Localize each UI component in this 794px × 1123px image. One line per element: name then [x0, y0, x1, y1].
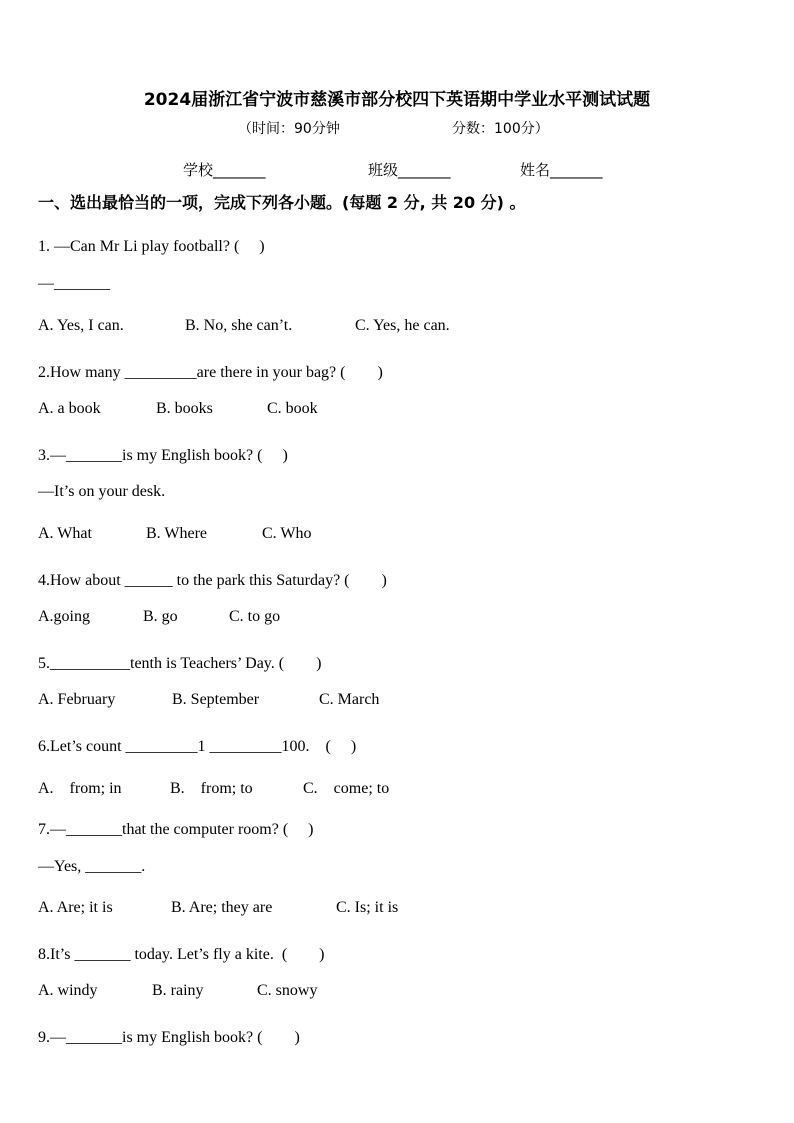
question-8-option-a[interactable]: A. windy: [38, 982, 98, 999]
question-3-option-a[interactable]: A. What: [38, 525, 92, 542]
question-7-reply: —Yes, _______.: [38, 858, 146, 875]
question-8-option-b[interactable]: B. rainy: [152, 982, 204, 999]
question-8-option-c[interactable]: C. snowy: [257, 982, 318, 999]
question-9-stem: 9.—_______is my English book? ( ): [38, 1029, 300, 1046]
question-5-stem: 5.__________tenth is Teachers’ Day. ( ): [38, 655, 322, 672]
question-5-option-c[interactable]: C. March: [319, 691, 380, 708]
exam-time: （时间：90分钟: [238, 121, 340, 137]
question-3-stem: 3.—_______is my English book? ( ): [38, 447, 288, 464]
question-1-option-b[interactable]: B. No, she can’t.: [185, 317, 293, 334]
page-title: 2024届浙江省宁波市慈溪市部分校四下英语期中学业水平测试试题: [143, 90, 651, 110]
question-5-option-a[interactable]: A. February: [38, 691, 116, 708]
question-7-option-b[interactable]: B. Are; they are: [171, 899, 273, 916]
question-6-option-b[interactable]: B. from; to: [170, 780, 253, 797]
question-4-option-c[interactable]: C. to go: [229, 608, 281, 625]
question-1-stem: 1. —Can Mr Li play football? ( ): [38, 238, 265, 255]
question-3-option-c[interactable]: C. Who: [262, 525, 312, 542]
question-7-option-a[interactable]: A. Are; it is: [38, 899, 113, 916]
class-field[interactable]: 班级_______: [368, 161, 451, 179]
question-5-option-b[interactable]: B. September: [172, 691, 260, 708]
question-6-stem: 6.Let’s count _________1 _________100. ( ): [38, 738, 357, 755]
question-2-option-c[interactable]: C. book: [267, 400, 318, 417]
question-1-answer-line: —_______: [38, 275, 110, 292]
exam-score: 分数：100分）: [452, 121, 549, 137]
question-6-option-a[interactable]: A. from; in: [38, 780, 122, 797]
question-2-option-b[interactable]: B. books: [156, 400, 213, 417]
name-field[interactable]: 姓名_______: [520, 161, 603, 179]
question-4-option-a[interactable]: A.going: [38, 608, 90, 625]
question-3-option-b[interactable]: B. Where: [146, 525, 208, 542]
question-4-option-b[interactable]: B. go: [143, 608, 178, 625]
question-2-option-a[interactable]: A. a book: [38, 400, 101, 417]
question-7-option-c[interactable]: C. Is; it is: [336, 899, 399, 916]
question-8-stem: 8.It’s _______ today. Let’s fly a kite. ( ): [38, 946, 325, 963]
question-3-reply: —It’s on your desk.: [38, 483, 166, 500]
section-1-title: 一、选出最恰当的一项，完成下列各小题。(每题 2 分, 共 20 分) 。: [38, 193, 526, 212]
question-4-stem: 4.How about ______ to the park this Saturday? ( ): [38, 572, 387, 589]
question-7-stem: 7.—_______that the computer room? ( ): [38, 821, 314, 838]
question-1-option-a[interactable]: A. Yes, I can.: [38, 317, 124, 334]
question-1-option-c[interactable]: C. Yes, he can.: [355, 317, 450, 334]
question-2-stem: 2.How many _________are there in your bag? ( ): [38, 364, 383, 381]
school-field[interactable]: 学校_______: [183, 161, 266, 179]
question-6-option-c[interactable]: C. come; to: [303, 780, 390, 797]
